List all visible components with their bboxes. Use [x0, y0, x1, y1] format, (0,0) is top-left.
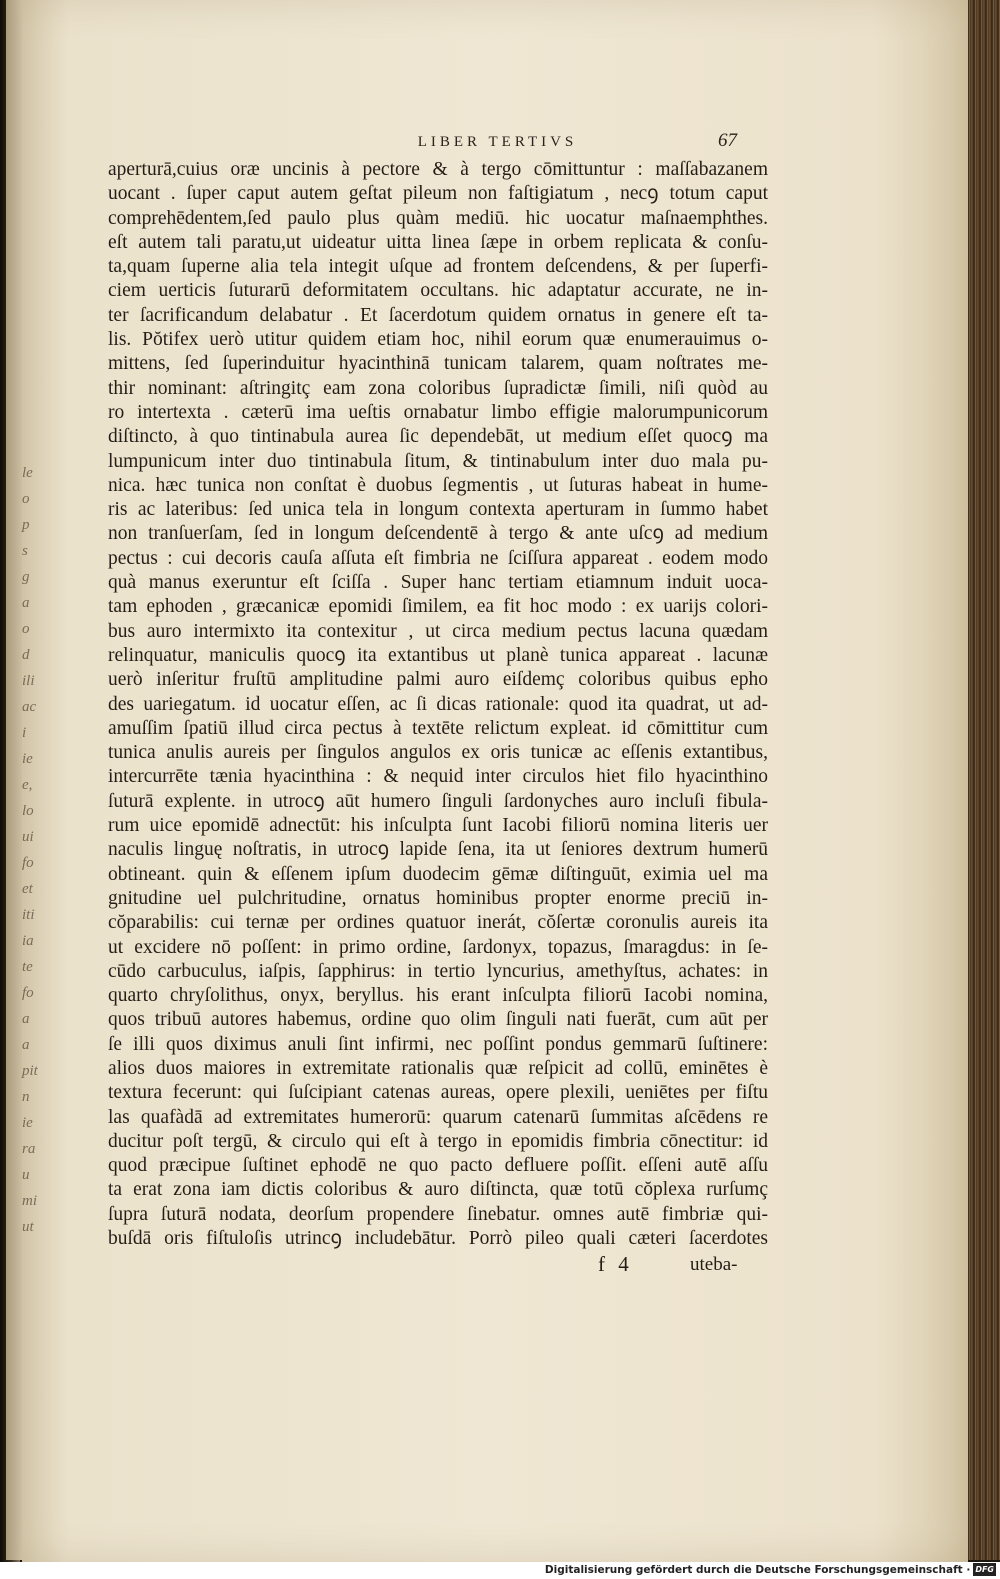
text-line: ro intertexta . cæterū ima ueſtis ornabatur limbo effigie malorumpunicorum [108, 401, 768, 423]
text-line: ducitur poſt tergū, & circulo qui eſt à tergo in epomidis fimbria cōnectitur: id [108, 1130, 768, 1152]
text-line: tunica anulis aureis per ſingulos angulos ex oris tunicæ ac eſſenis extantibus, [108, 742, 768, 764]
text-line: lis. Pŏtifex uerò utitur quidem etiam hoc, nihil eorum quæ enumerauimus o- [108, 329, 768, 351]
margin-fragment: a [22, 595, 30, 611]
text-line: ſe illi quos diximus anuli ſint infirmi, nec poſſint pondus gemmarū ſuſtinere: [108, 1033, 768, 1055]
margin-fragment: e, [22, 777, 33, 793]
text-line: comprehēdentem,ſed paulo plus quàm mediū. hic uocatur maſnaemphthes. [108, 207, 768, 229]
text-line: relinquatur, maniculis quocꝯ ita extantibus ut planè tunica appareat . lacunæ [108, 644, 768, 666]
margin-fragment: u [22, 1167, 30, 1183]
dfg-logo-icon: DFG [975, 1565, 994, 1574]
margin-fragment: ili [22, 673, 35, 689]
text-line: naculis linguę noſtratis, in utrocꝯ lapide ſena, ita ut ſeniores dextrum humerū [108, 839, 768, 861]
text-line: diſtincto, à quo tintinabula aurea ſic dependebāt, ut medium eſſet quocꝯ ma [108, 426, 768, 448]
margin-fragment: te [22, 959, 33, 975]
text-line: quod præcipue ſuſtinet ephodē ne quo pacto defluere poſſit. eſſeni autē aſſu [108, 1155, 768, 1177]
margin-fragment: ie [22, 751, 33, 767]
text-line: ciem uerticis ſuturarū deformitatem occultans. hic adaptatur accurate, ne in- [108, 280, 768, 302]
margin-fragment: fo [22, 855, 34, 871]
margin-fragment: iti [22, 907, 35, 923]
catchword: uteba- [690, 1254, 738, 1275]
margin-fragment: et [22, 881, 33, 897]
main-text-block [108, 158, 768, 1251]
text-line: amuſſim ſpatiū illud circa pectus à textēte relictum expleat. id cōmittitur cum [108, 717, 768, 739]
text-line: cŏparabilis: cui ternæ per ordines quatuor inerát, cŏſertæ coronulis aureis ita [108, 912, 768, 934]
book-page-edges [964, 0, 1000, 1560]
margin-fragment: mi [22, 1193, 37, 1209]
text-line: ter ſacrificandum delabatur . Et ſacerdotum quidem ornatus in genere eſt ta- [108, 304, 768, 326]
text-line: buſdā oris fiſtuloſis utrincꝯ includebātur. Porrò pileo quali cæteri ſacerdotes [108, 1228, 768, 1250]
text-line: aperturā,cuius oræ uncinis à pectore & à tergo cōmittuntur : maſſabazanem [108, 159, 768, 180]
funding-credit [545, 1563, 996, 1576]
text-line: quarto chryſolithus, onyx, beryllus. his erant inſculpta filiorū Iacobi nomina, [108, 985, 768, 1007]
text-line: alios duos maiores in extremitate rationalis quæ reſpicit ad collū, eminētes è [108, 1057, 768, 1079]
margin-fragment: ui [22, 829, 34, 845]
text-line: ta,quam ſuperne alia tela integit uſque ad frontem deſcendens, & per ſuperfi- [108, 256, 768, 278]
margin-fragment: ie [22, 1115, 33, 1131]
text-line: mittens, ſed ſuperinduitur hyacinthinā tunicam talarem, quam noſtrates me- [108, 353, 768, 375]
margin-fragment: d [22, 647, 30, 663]
text-line: non tranſuerſam, ſed in longum deſcendentē à tergo & ante uſcꝯ ad medium [108, 523, 768, 545]
text-line: lumpunicum inter duo tintinabula ſitum, & tintinabulum inter duo mala pu- [108, 450, 768, 472]
text-line: bus auro intermixto ita contexitur , ut circa medium pectus lacuna quædam [108, 620, 768, 642]
text-line: cūdo carbuculus, iaſpis, ſapphirus: in tertio lyncurius, amethyſtus, achates: in [108, 960, 768, 982]
text-line: obtineant. quin & eſſenem ipſum duodecim gēmæ diſtinguūt, eximia uel ma [108, 863, 768, 885]
margin-fragment: p [22, 517, 30, 533]
text-line: las quafàdā ad extremitates humerorū: quarum catenarū ſummitas aſcēdens re [108, 1106, 768, 1128]
text-line: tam ephoden , græcanicæ epomidi ſimilem, ea fit hoc modo : ex uarijs colori- [108, 596, 768, 618]
margin-fragment: g [22, 569, 30, 585]
text-line: ta erat zona iam dictis coloribus & auro diſtincta, quæ totū cŏplexa rurſumç [108, 1179, 768, 1201]
margin-fragment: a [22, 1037, 30, 1053]
text-line: eſt autem tali paratu,ut uideatur uitta linea ſæpe in orbem replicata & conſu- [108, 231, 768, 253]
margin-fragment: ra [22, 1141, 36, 1157]
margin-fragments [22, 460, 38, 1240]
text-line: quos tribuū autores habemus, ordine quo olim ſinguli nati fuerāt, cum aūt per [108, 1009, 768, 1031]
running-head: LIBER TERTIVS [417, 134, 578, 150]
signature-mark: f 4 [598, 1252, 633, 1276]
margin-fragment: o [22, 491, 30, 507]
text-line: thir nominant: aſtringitç eam zona coloribus ſupradictæ ſimili, niſi quòd au [108, 377, 768, 399]
text-line: intercurrēte tænia hyacinthina : & nequid inter circulos hiet filo hyacinthino [108, 766, 768, 788]
text-line: nica. hæc tunica non conſtat è duobus ſegmentis , ut ſuturas habeat in hume- [108, 474, 768, 496]
funding-credit-text: Digitalisierung gefördert durch die Deutsche Forschungsgemeinschaft · [544, 1563, 971, 1576]
text-line: ut excidere nō poſſent: in primo ordine, ſardonyx, topazus, ſmaragdus: in ſe- [108, 936, 768, 958]
margin-fragment: o [22, 621, 30, 637]
margin-fragment: ac [22, 699, 37, 715]
text-line: ſupra ſuturā nodata, deorſum propendere ſinebatur. omnes autē fimbriæ qui- [108, 1203, 768, 1225]
margin-fragment: lo [22, 803, 34, 819]
margin-fragment: i [22, 725, 27, 741]
margin-fragment: fo [22, 985, 34, 1001]
margin-fragment: a [22, 1011, 30, 1027]
text-line: pectus : cui decoris cauſa aſſuta eſt fimbria ne ſciſſura appareat . eodem modo [108, 547, 768, 569]
text-line: des uariegatum. id uocatur eſſen, ac ſi dicas rationale: quod ita quadrat, ut ad- [108, 693, 768, 715]
margin-fragment: n [22, 1089, 30, 1105]
margin-fragment: le [22, 465, 33, 481]
margin-fragment: ut [22, 1219, 34, 1235]
text-line: gnitudine uel pulchritudine, ornatus hominibus propter enorme preciū in- [108, 887, 768, 909]
folio-number: 67 [718, 130, 737, 151]
text-line: rum uice epomidē adnectūt: his inſculpta ſunt Iacobi filiorū nomina literis uer [108, 815, 768, 837]
text-line: ris ac lateribus: ſed unica tela in longum contexta aperturam in ſummo habet [108, 499, 768, 521]
text-line: quà manus exeruntur eſt ſciſſa . Super hanc tertiam etiamnum induit uoca- [108, 572, 768, 594]
text-line: uerò inſeritur fruſtū amplitudine palmi auro eiſdemç coloribus quibus epho [108, 669, 768, 691]
text-line: uocant . ſuper caput autem geſtat pileum non faſtigiatum , necꝯ totum caput [108, 183, 768, 205]
text-line: textura fecerunt: qui ſuſcipiant catenas aureas, opere plexili, ueniētes per fiſtu [108, 1082, 768, 1104]
text-line: ſuturā explente. in utrocꝯ aūt humero ſinguli ſardonyches auro incluſi fibula- [108, 790, 768, 812]
margin-fragment: pit [22, 1063, 38, 1079]
margin-fragment: s [22, 543, 28, 559]
margin-fragment: ia [22, 933, 34, 949]
